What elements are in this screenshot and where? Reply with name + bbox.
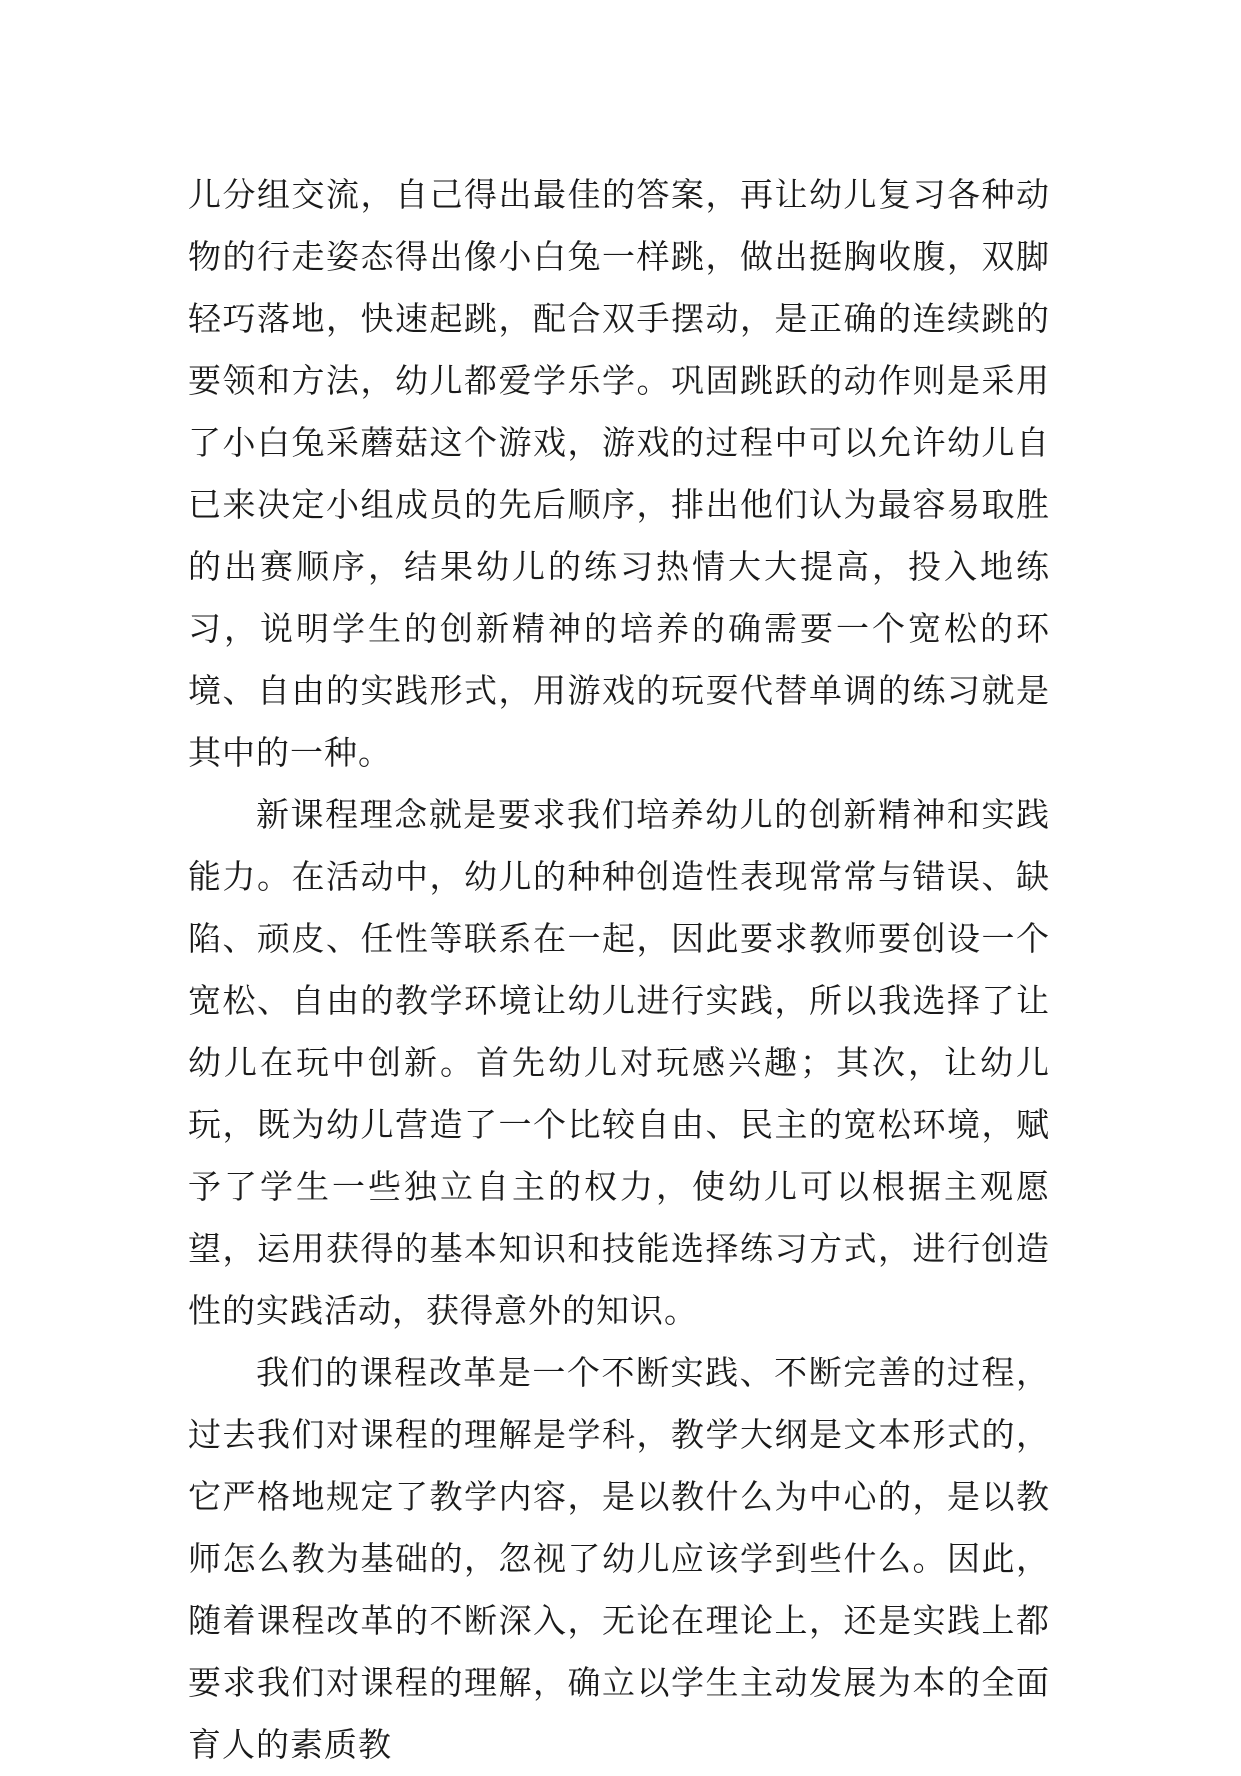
paragraph-2: 新课程理念就是要求我们培养幼儿的创新精神和实践能力。在活动中，幼儿的种种创造性表现常常与错误、缺陷、顽皮、任性等联系在一起，因此要求教师要创设一个宽松、自由的教学环境让幼儿进行实践，所以我选择了让幼儿在玩中创新。首先幼儿对玩感兴趣；其次，让幼儿玩，既为幼儿营造了一个比较自由、民主的宽松环境，赋予了学生一些独立自主的权力，使幼儿可以根据主观愿望，运用获得的基本知识和技能选择练习方式，进行创造性的实践活动，获得意外的知识。 bbox=[188, 795, 1050, 1330]
paragraph-3: 我们的课程改革是一个不断实践、不断完善的过程，过去我们对课程的理解是学科，教学大纲是文本形式的，它严格地规定了教学内容，是以教什么为中心的，是以教师怎么教为基础的，忽视了幼儿应该学到些什么。因此，随着课程改革的不断深入，无论在理论上，还是实践上都要求我们对课程的理解，确立以学生主动发展为本的全面育人的素质教 bbox=[188, 1353, 1050, 1764]
document-body bbox=[188, 164, 1050, 1776]
paragraph-1: 儿分组交流，自己得出最佳的答案，再让幼儿复习各种动物的行走姿态得出像小白兔一样跳，做出挺胸收腹，双脚轻巧落地，快速起跳，配合双手摆动，是正确的连续跳的要领和方法，幼儿都爱学乐学。巩固跳跃的动作则是采用了小白兔采蘑菇这个游戏，游戏的过程中可以允许幼儿自已来决定小组成员的先后顺序，排出他们认为最容易取胜的出赛顺序，结果幼儿的练习热情大大提高，投入地练习，说明学生的创新精神的培养的确需要一个宽松的环境、自由的实践形式，用游戏的玩耍代替单调的练习就是其中的一种。 bbox=[188, 175, 1050, 772]
